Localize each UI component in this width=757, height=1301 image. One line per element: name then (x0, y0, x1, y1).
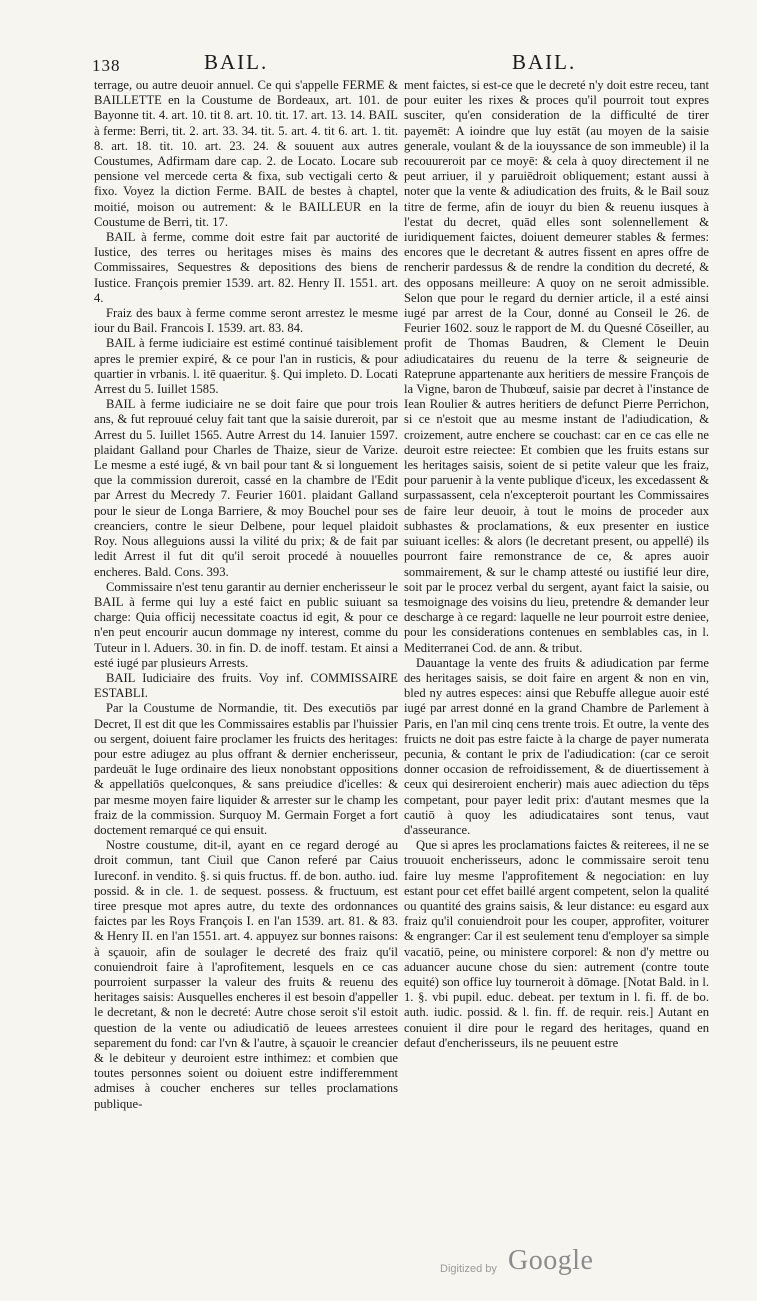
paragraph: BAIL à ferme iudiciaire est estimé continué taisiblement apres le premier expiré, & ce pour l'an in rusticis, & pour quartier in vrbanis. l. itē quaeritur. §. Qui impleto. D. Locati Arrest du 5. Iuillet 1585. (94, 336, 398, 397)
running-head-left: BAIL. (204, 50, 269, 74)
paragraph: BAIL Iudiciaire des fruits. Voy inf. COMMISSAIRE ESTABLI. (94, 670, 398, 701)
paragraph: ment faictes, si est-ce que le decreté n'y doit estre receu, tant pour euiter les rixes & proces qu'il pourroit tout expres susciter, qu'en consideration de la difficulté de tirer payemēt: A ioindre que luy estāt (au moyen de la saisie generale, voulant & de la iouyssance de son immeuble) il la recouureroit par ce moyē: & cela à quoy directement il ne peut arriuer, il y paruiēdroit obliquement; estant aussi à noter que la vente & adiudication des fruits, & le Bail souz titre de ferme, afin de iouyr du bien & reuenu iusques à l'estat du decret, quād elles sont solennellement & iuridiquement faictes, doiuent demeurer stables & fermes: encores que le decretant & autres fissent en apres offre de rencherir pardessus & de rendre la condition du decreté, & des opposans meilleure: A quoy on ne seroit admissible. Selon que pour le regard du dernier article, il a esté ainsi iugé par arrest de la Cour, donné au Conseil le 26. de Feurier 1602. souz le rapport de M. du Quesné Cōseiller, au profit de Thomas Baudren, & Clement le Deuin adiudicataires du reuenu de la terre & seigneurie de Rateprune appartenante aux heritiers de messire François de la Vigne, baron de Thubœuf, saisie par decret à l'instance de Iean Roulier & autres heritiers de defunct Pierre Perrichon, si ce n'estoit que au mesme instant de l'adiudication, & croizement, autre enchere se couchast: car en ce cas elle ne deuroit estre reiectee: Et combien que les fruits estans sur les heritages saisis, soient de si petite valeur que les fraiz, pour paruenir à la vente publique d'iceux, les excedassent & surpassassent, cela n'excepteroit pourtant les Commissaires de faire leur deuoir, à tout le moins de proceder aux subhastes & proclamations, & eux presenter en iustice suiuant icelles: & alors (le decretant present, ou appellé) ils pourront faire remonstrance de ce, & apres auoir sommairement, & sur le champ attesté ou iustifié leur dire, soit par le procez verbal du sergent, ayant faict la saisie, ou tesmoignage des voisins du lieu, pretendre & demander leur descharge à ce regard: laquelle ne leur pourroit estre deniee, pour les considerations contenues en semblables cas, in l. Mediterranei Cod. de ann. & tribut. (404, 78, 709, 655)
running-head-right: BAIL. (512, 50, 577, 74)
paragraph: Commissaire n'est tenu garantir au dernier encherisseur le BAIL à ferme qui luy a esté faict en public suiuant sa charge: Quia officij necessitate coactus id egit, & pour ce n'en peut encourir aucun dommage ny interest, comme du Tuteur in l. Aduers. 30. in fin. D. de inoff. testam. Et ainsi a esté iugé par plusieurs Arrests. (94, 579, 398, 670)
paragraph: Fraiz des baux à ferme comme seront arrestez le mesme iour du Bail. Francois I. 1539. art. 83. 84. (94, 306, 398, 336)
paragraph: Dauantage la vente des fruits & adiudication par ferme des heritages saisis, se doit faire en argent & non en vin, bled ny autres especes: ainsi que Rebuffe allegue auoir esté iugé par arrest donné en la grand Chambre de Parlement à Paris, en l'an mil cinq cens trente trois. Et outre, la vente des fruicts ne doit pas estre faicte à la charge de payer numerata pecunia, & contant le prix de l'adiudication: (car ce seroit donner occasion de refroidissement, & de diuertissement à ceux qui desireroient encherir) mais auec adiection du tēps competant, pour payer ledit prix: d'autant mesmes que la cautiō à quoy les adiudicataires sont tenus, vaut d'asseurance. (404, 655, 709, 837)
paragraph: Nostre coustume, dit-il, ayant en ce regard derogé au droit commun, tant Ciuil que Canon referé par Caius Iureconf. in vendito. §. si quis fructus. ff. de bon. autho. iud. possid. & in cle. 1. de sequest. possess. & fructuum, est tiree presque mot apres autre, du texte des ordonnances faictes par les Roys François I. en l'an 1539. art. 81. & 83. & Henry II. en l'an 1551. art. 4. appuyez sur bonnes raisons: à sçauoir, afin de soulager le decreté des fraiz qu'il conuiendroit faire à l'aprofitement, lesquels en ce cas pourroient surpasser la valeur des fruits & reuenu des heritages saisis: Ausquelles encheres il est besoin d'appeller le decretant, & non le decreté: Autre chose seroit s'il estoit question de la vente ou adiudicatiō de leuees arrestees separement du fond: car l'vn & l'autre, à sçauoir le creancier & le debiteur y deuroient estre inthimez: et combien que toutes personnes soient ou doiuent estre indifferemment admises à coucher encheres sur telles proclamations publique- (94, 838, 398, 1111)
paragraph: BAIL à ferme iudiciaire ne se doit faire que pour trois ans, & fut reprouué celuy fait tant que la saisie dureroit, par Arrest du 5. Iuillet 1565. Autre Arrest du 14. Ianuier 1597. plaidant Galland pour Charles de Thaize, sieur de Varize. Le mesme a esté iugé, & vn bail pour tant & si longuement que la commission dureroit, cassé en la chambre de l'Edit par Arrest du Mecredy 7. Feurier 1601. plaidant Galland pour le sieur de Longa Barriere, & moy Bouchel pour ses creanciers, contre le sieur Delbene, pour lequel plaidoit Roy. Nous alleguions aussi la vilité du prix; & de fait par ledit Arrest il fut dit qu'il seroit procedé à nouuelles encheres. Bald. Cons. 393. (94, 397, 398, 579)
right-column (404, 78, 709, 1178)
column-gutter (401, 78, 402, 1138)
page-header (92, 50, 714, 80)
paragraph: Que si apres les proclamations faictes & reiterees, il ne se trouuoit encherisseurs, adonc le commissaire seroit tenu faire luy mesme l'approfitement & negociation: en luy estant pour cet effet baillé argent competent, selon la qualité ou quantité des grains saisis, & leur distance: eu esgard aux fraiz qu'il conuiendroit pour les couper, approfiter, voiturer & engranger: Car il est seulement tenu d'employer sa simple vacatiō, peine, ou ministere corporel: & non d'y mettre ou aduancer aucune chose du sien: autrement (contre toute equité) son office luy tourneroit à dōmage. [Notat Bald. in l. 1. §. vbi pupil. educ. debeat. per textum in l. fi. ff. de bo. auth. iudic. possid. & l. fin. ff. de requir. reis.] Autant en conuient il dire pour le regard des heritages, quand en defaut d'encherisseurs, ils ne peuuent estre (404, 838, 709, 1050)
digitization-watermark (440, 1245, 700, 1285)
page-number: 138 (92, 56, 121, 75)
paragraph: BAIL à ferme, comme doit estre fait par auctorité de Iustice, des terres ou heritages mises ès mains des Commissaires, Sequestres & depositions des biens de Iustice. François premier 1539. art. 82. Henry II. 1551. art. 4. (94, 230, 398, 305)
digitized-by-label: Digitized by (440, 1263, 497, 1275)
google-logo: Google (508, 1245, 594, 1276)
paragraph: Par la Coustume de Normandie, tit. Des executiōs par Decret, Il est dit que les Commissaires establis par l'huissier ou sergent, doiuent faire proclamer les fruicts des heritages: pour estre adiugez au plus offrant & dernier encherisseur, pardeuāt le Iuge ordinaire des lieux nonobstant oppositions & appellatiōs quelconques, & sans preiudice d'icelles: & par mesme moyen faire liquider & arrester sur le champ les fraiz de la commission. Surquoy M. Germain Forget a fort doctement remarqué ce qui ensuit. (94, 701, 398, 837)
left-column (94, 78, 398, 1178)
paragraph: terrage, ou autre deuoir annuel. Ce qui s'appelle FERME & BAILLETTE en la Coustume de Bordeaux, art. 101. de Bayonne tit. 4. art. 10. tit 8. art. 10. tit. 17. art. 13. 14. BAIL à ferme: Berri, tit. 2. art. 33. 34. tit. 5. art. 4. tit 6. art. 1. tit. 8. art. 18. tit. 10. art. 23. 24. & souuent aux autres Coustumes, Adfirmam dare cap. 2. de Locato. Locare sub pensione vel mercede certa & fixa, sub vectigali certo & fixo. Voyez la diction Ferme. BAIL de bestes à chaptel, moitié, moison ou autrement: & le BAILLEUR en la Coustume de Berri, tit. 17. (94, 78, 398, 229)
